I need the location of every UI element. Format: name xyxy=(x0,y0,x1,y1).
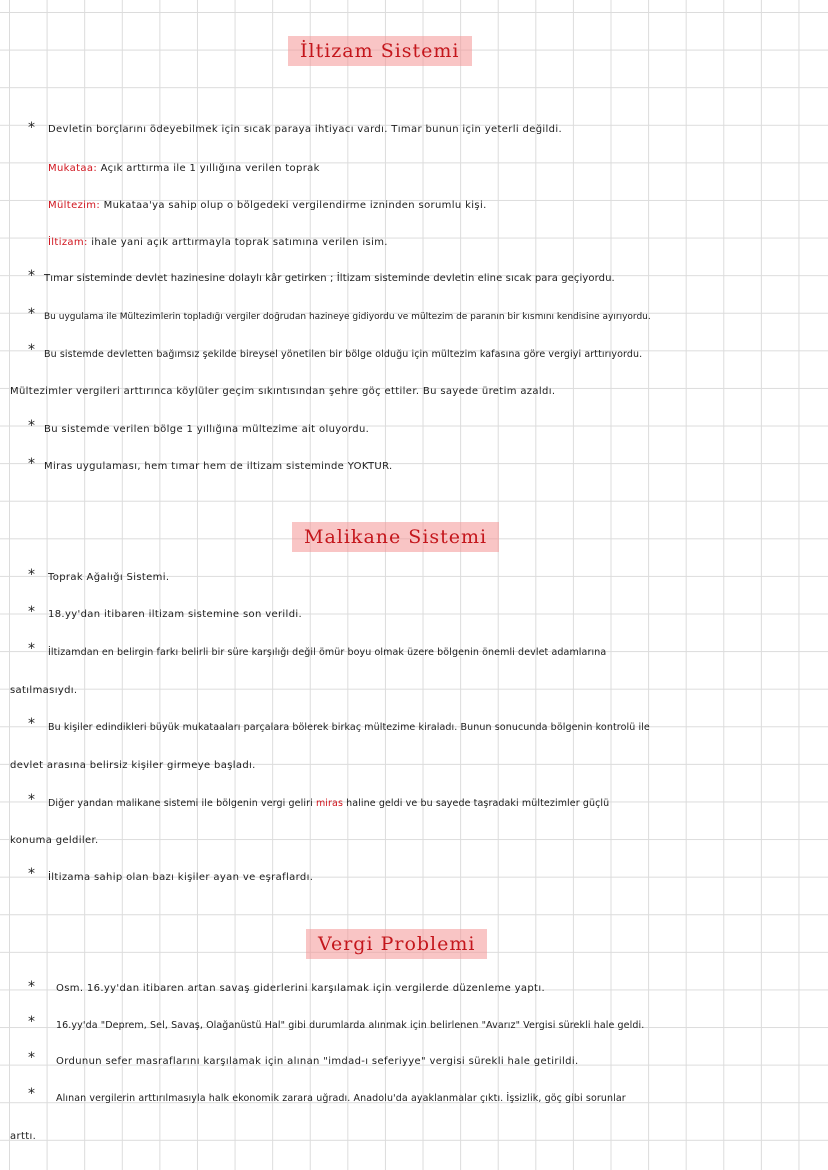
bullet-icon: * xyxy=(28,567,35,583)
bullet-icon: * xyxy=(28,792,35,808)
note-text: Diğer yandan malikane sistemi ile bölgenin vergi geliri xyxy=(48,798,316,809)
section-title-vergi: Vergi Problemi xyxy=(306,929,487,959)
note-line: Mültezimler vergileri arttırınca köylüler geçim sıkıntısından şehre göç ettiler. Bu sayede üretim azaldı. xyxy=(10,386,556,397)
note-line: 18.yy'dan itibaren iltizam sistemine son verildi. xyxy=(48,609,303,620)
note-line: Ordunun sefer masraflarını karşılamak için alınan "imdad-ı seferiyye" vergisi sürekli hale getirildi. xyxy=(56,1056,579,1067)
bullet-icon: * xyxy=(28,1050,35,1066)
bullet-icon: * xyxy=(28,1014,35,1030)
bullet-icon: * xyxy=(28,268,35,284)
note-text: haline geldi ve bu sayede taşradaki mültezimler güçlü xyxy=(343,798,610,809)
bullet-icon: * xyxy=(28,418,35,434)
note-line: Bu uygulama ile Mültezimlerin topladığı vergiler doğrudan hazineye gidiyordu ve mültezim de paranın bir kısmını kendisine ayırıyordu. xyxy=(44,312,651,322)
note-line: satılmasıydı. xyxy=(10,685,78,696)
bullet-icon: * xyxy=(28,120,35,136)
note-line: İltizama sahip olan bazı kişiler ayan ve eşraflardı. xyxy=(48,872,314,883)
bullet-icon: * xyxy=(28,716,35,732)
note-line-with-highlight xyxy=(48,798,609,809)
note-line: Miras uygulaması, hem tımar hem de iltizam sisteminde YOKTUR. xyxy=(44,461,393,472)
note-line: Toprak Ağalığı Sistemi. xyxy=(48,572,170,583)
note-line: Bu sistemde verilen bölge 1 yıllığına mültezime ait oluyordu. xyxy=(44,424,370,435)
term-label: İltizam: xyxy=(48,237,88,248)
note-line: Alınan vergilerin arttırılmasıyla halk ekonomik zarara uğradı. Anadolu'da ayaklanmalar çıktı. İşsizlik, göç gibi sorunlar xyxy=(56,1093,626,1104)
bullet-icon: * xyxy=(28,342,35,358)
term-label: Mültezim: xyxy=(48,200,101,211)
term-label: Mukataa: xyxy=(48,163,98,174)
section-title-iltizam: İltizam Sistemi xyxy=(288,36,472,66)
note-line: 16.yy'da "Deprem, Sel, Savaş, Olağanüstü Hal" gibi durumlarda alınmak için belirlenen "Avarız" Vergisi sürekli hale geldi. xyxy=(56,1020,645,1031)
definition-multezim xyxy=(48,200,487,211)
bullet-icon: * xyxy=(28,866,35,882)
note-line: Bu kişiler edindikleri büyük mukataaları parçalara bölerek birkaç mültezime kiraladı. Bunun sonucunda bölgenin kontrolü ile xyxy=(48,722,650,733)
definition-text: ihale yani açık arttırmayla toprak satımına verilen isim. xyxy=(87,237,388,248)
bullet-icon: * xyxy=(28,641,35,657)
note-line: Tımar sisteminde devlet hazinesine dolaylı kâr getirken ; İltizam sisteminde devletin eline sıcak para geçiyordu. xyxy=(44,273,615,284)
note-line: Bu sistemde devletten bağımsız şekilde bireysel yönetilen bir bölge olduğu için mültezim kafasına göre vergiyi arttırıyordu. xyxy=(44,349,643,360)
highlight-miras: miras xyxy=(315,798,344,809)
note-line: Devletin borçlarını ödeyebilmek için sıcak paraya ihtiyacı vardı. Tımar bunun için yeterli değildi. xyxy=(48,124,563,135)
bullet-icon: * xyxy=(28,979,35,995)
bullet-icon: * xyxy=(28,604,35,620)
definition-text: Açık arttırma ile 1 yıllığına verilen toprak xyxy=(97,163,320,174)
definition-text: Mukataa'ya sahip olup o bölgedeki vergilendirme izninden sorumlu kişi. xyxy=(100,200,487,211)
note-line: konuma geldiler. xyxy=(10,835,99,846)
bullet-icon: * xyxy=(28,306,35,322)
bullet-icon: * xyxy=(28,1086,35,1102)
section-title-malikane: Malikane Sistemi xyxy=(292,522,499,552)
note-line: İltizamdan en belirgin farkı belirli bir süre karşılığı değil ömür boyu olmak üzere bölgenin önemli devlet adamlarına xyxy=(48,647,607,658)
definition-mukataa xyxy=(48,163,320,174)
note-line: arttı. xyxy=(10,1131,37,1142)
bullet-icon: * xyxy=(28,456,35,472)
note-line: Osm. 16.yy'dan itibaren artan savaş giderlerini karşılamak için vergilerde düzenleme yaptı. xyxy=(56,983,545,994)
definition-iltizam xyxy=(48,237,388,248)
note-line: devlet arasına belirsiz kişiler girmeye başladı. xyxy=(10,760,256,771)
